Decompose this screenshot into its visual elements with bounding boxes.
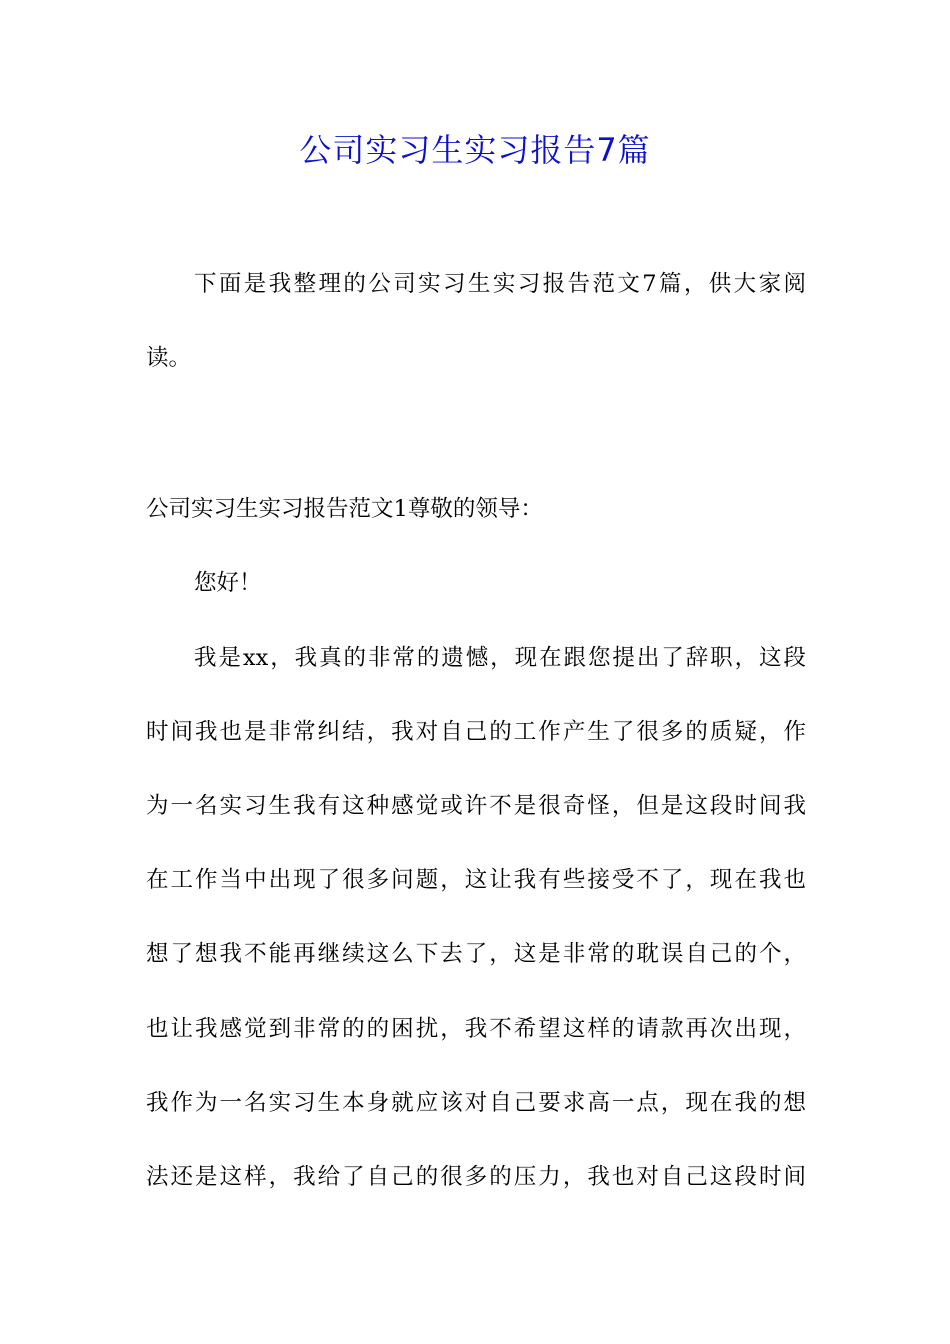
body-line-4: 在工作当中出现了很多问题，这让我有些接受不了，现在我也 (146, 867, 806, 893)
intro-line-1: 下面是我整理的公司实习生实习报告范文7篇，供大家阅 (194, 271, 806, 297)
body-line-8: 法还是这样，我给了自己的很多的压力，我也对自己这段时间 (146, 1164, 806, 1190)
body-line-1: 我是xx，我真的非常的遗憾，现在跟您提出了辞职，这段 (194, 645, 806, 671)
body-line-5: 想了想我不能再继续这么下去了，这是非常的耽误自己的个， (146, 941, 806, 967)
body-line-7: 我作为一名实习生本身就应该对自己要求高一点，现在我的想 (146, 1090, 806, 1116)
section-heading: 公司实习生实习报告范文1尊敬的领导： (146, 496, 543, 522)
body-line-2: 时间我也是非常纠结，我对自己的工作产生了很多的质疑，作 (146, 719, 806, 745)
document-title: 公司实习生实习报告7篇 (299, 131, 651, 169)
body-line-6: 也让我感觉到非常的的困扰，我不希望这样的请款再次出现， (146, 1016, 806, 1042)
body-line-3: 为一名实习生我有这种感觉或许不是很奇怪，但是这段时间我 (146, 793, 806, 819)
intro-line-2: 读。 (146, 345, 192, 371)
greeting: 您好！ (194, 570, 262, 596)
